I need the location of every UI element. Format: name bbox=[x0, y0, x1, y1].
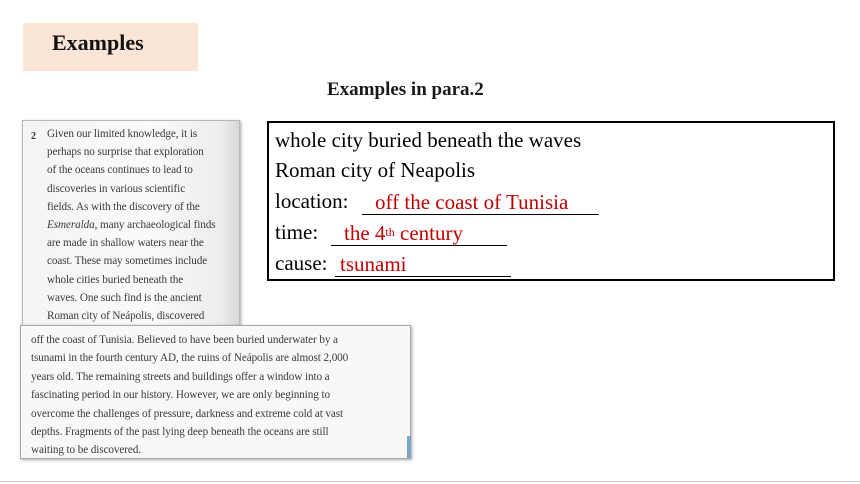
slide-bottom-rule bbox=[0, 481, 860, 482]
ship-name-italic: Esmeralda bbox=[47, 219, 95, 232]
excerpt-line: are made in shallow waters near the bbox=[47, 237, 204, 250]
excerpt-line: coast. These may sometimes include bbox=[47, 255, 208, 268]
excerpt-line: waiting to be discovered. bbox=[31, 444, 141, 457]
excerpt-bottom-lines bbox=[31, 331, 406, 460]
answer-line-city: Roman city of Neapolis bbox=[275, 158, 476, 182]
excerpt-line: fascinating period in our history. However, we are only beginning to bbox=[31, 389, 330, 402]
cause-answer: tsunami bbox=[340, 252, 407, 276]
time-answer-suffix: century bbox=[394, 221, 463, 245]
excerpt-line: off the coast of Tunisia. Believed to have been buried underwater by a bbox=[31, 334, 338, 346]
excerpt-line: years old. The remaining streets and buildings offer a window into a bbox=[31, 370, 330, 383]
excerpt-line: tsunami in the fourth century AD, the ruins of Neápolis are almost 2,000 bbox=[31, 352, 349, 365]
answer-line-description: whole city buried beneath the waves bbox=[275, 128, 582, 152]
excerpt-line: perhaps no surprise that exploration bbox=[47, 146, 204, 159]
excerpt-line: depths. Fragments of the past lying deep beneath the oceans are still bbox=[31, 426, 329, 439]
excerpt-line: fields. As with the discovery of the bbox=[47, 200, 200, 213]
textbook-excerpt-bottom bbox=[20, 325, 411, 459]
time-answer bbox=[344, 221, 463, 245]
excerpt-line: of the oceans continues to lead to bbox=[47, 164, 193, 177]
excerpt-line: whole cities buried beneath the bbox=[47, 273, 184, 286]
location-label: location: bbox=[275, 189, 349, 213]
paragraph-number: 2 bbox=[31, 131, 36, 142]
time-label: time: bbox=[275, 220, 319, 244]
excerpt-line: waves. One such find is the ancient bbox=[47, 291, 202, 304]
excerpt-line: discoveries in various scientific bbox=[47, 182, 186, 195]
time-answer-ordinal: th bbox=[385, 225, 395, 239]
textbook-excerpt-top bbox=[22, 120, 240, 328]
scan-edge-marker bbox=[407, 436, 411, 458]
answer-box bbox=[267, 121, 835, 281]
excerpt-top-lines bbox=[47, 125, 237, 325]
cause-label: cause: bbox=[275, 251, 328, 275]
time-blank-line bbox=[331, 245, 507, 246]
location-answer: off the coast of Tunisia bbox=[375, 190, 569, 214]
excerpt-line: Roman city of Neápolis, discovered bbox=[47, 310, 205, 323]
time-answer-prefix: the 4 bbox=[344, 221, 386, 245]
section-badge-label: Examples bbox=[52, 30, 144, 55]
location-blank-line bbox=[362, 214, 599, 215]
excerpt-line: Esmeralda, many archaeological finds bbox=[47, 219, 216, 232]
excerpt-line: overcome the challenges of pressure, darkness and extreme cold at vast bbox=[31, 407, 344, 420]
slide-subtitle: Examples in para.2 bbox=[327, 79, 484, 100]
section-badge bbox=[23, 23, 198, 71]
excerpt-line: Given our limited knowledge, it is bbox=[47, 128, 198, 140]
cause-blank-line bbox=[335, 276, 511, 277]
